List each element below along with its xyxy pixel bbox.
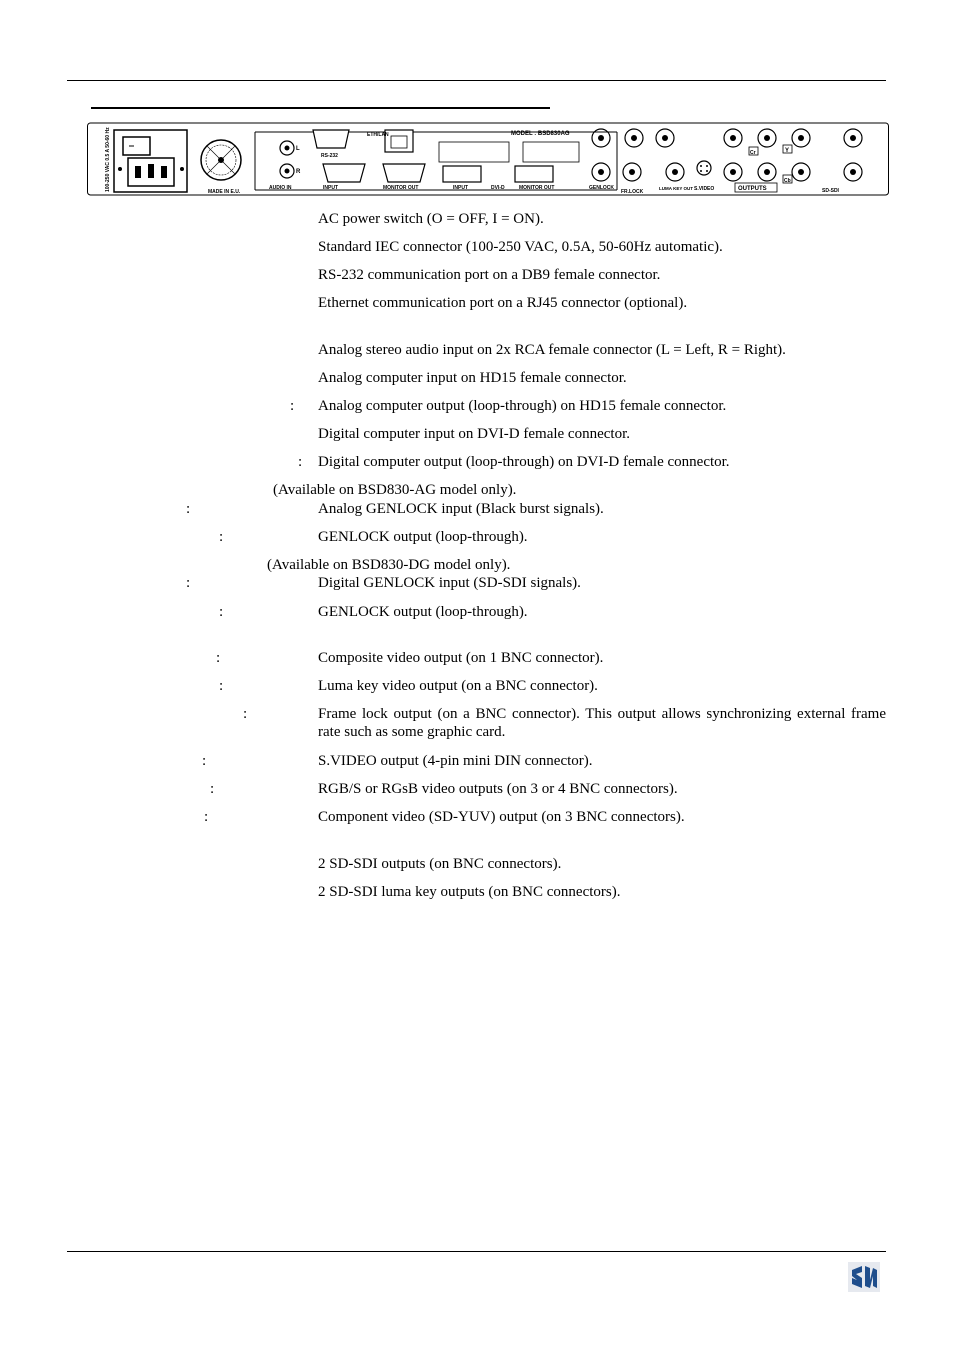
model-label: MODEL : BSD830AG [511,131,570,137]
genlock-label: GENLOCK [589,185,614,191]
item-colon: : [186,575,191,591]
header-rule [67,80,886,81]
item-desc: Ethernet communication port on a RJ45 connector (optional). [318,295,688,311]
frame-lock-label: FR.LOCK [621,189,644,195]
item-colon: : [219,678,224,694]
item-desc: Standard IEC connector (100-250 VAC, 0.5A, 50-60Hz automatic). [318,239,723,255]
model-note: (Available on BSD830-DG model only). [267,557,511,573]
item-desc: Composite video output (on 1 BNC connector). [318,650,604,666]
company-logo-icon [848,1262,880,1292]
section-underline [91,107,550,109]
outputs-label: OUTPUTS [738,186,767,192]
item-desc: Luma key video output (on a BNC connector). [318,678,598,694]
item-colon: : [186,501,191,517]
model-note: (Available on BSD830-AG model only). [273,482,517,498]
rs232-label: RS-232 [321,153,338,159]
out-cr-label: Cr [750,150,756,156]
item-desc: GENLOCK output (loop-through). [318,529,528,545]
item-colon: : [202,753,207,769]
item-desc: Analog computer output (loop-through) on HD15 female connector. [318,398,727,414]
item-desc: GENLOCK output (loop-through). [318,604,528,620]
audio-r-label: R [296,169,301,175]
item-desc: Analog computer input on HD15 female connector. [318,370,627,386]
item-desc: AC power switch (O = OFF, I = ON). [318,211,544,227]
item-colon: : [204,809,209,825]
item-desc: 2 SD-SDI luma key outputs (on BNC connectors). [318,884,621,900]
audio-l-label: L [296,146,300,152]
item-colon: : [219,529,224,545]
sd-sdi-label: SD-SDI [822,188,839,194]
out-y-label: Y [785,148,790,154]
item-desc: Frame lock output (on a BNC connector). This output allows synchronizing external frame rate such as some graphic card. [318,706,886,740]
voltage-label: 100-250 VAC 0.5 A 50-60 Hz [105,127,111,192]
item-desc: RGB/S or RGsB video outputs (on 3 or 4 BNC connectors). [318,781,678,797]
dvi-monitor-out-label: MONITOR OUT [519,185,555,191]
luma-key-out-label: LUMA KEY OUT [659,186,694,191]
item-desc: Digital computer output (loop-through) on DVI-D female connector. [318,454,730,470]
item-colon: : [298,454,303,470]
item-desc: Digital computer input on DVI-D female connector. [318,426,630,442]
item-desc: Analog GENLOCK input (Black burst signals). [318,501,604,517]
item-desc: RS-232 communication port on a DB9 female connector. [318,267,661,283]
item-colon: : [290,398,295,414]
ethernet-label: ETH/LAN [367,132,389,138]
item-colon: : [216,650,221,666]
dvi-input-label: INPUT [453,185,468,191]
power-switch-icon [123,137,150,155]
monitor-out-label: MONITOR OUT [383,185,419,191]
item-colon: : [243,706,248,722]
footer-rule [67,1251,886,1252]
audio-in-label: AUDIO IN [269,185,292,191]
item-desc: Component video (SD-YUV) output (on 3 BNC connectors). [318,809,685,825]
item-colon: : [210,781,215,797]
made-in-label: MADE IN E.U. [208,189,241,195]
item-desc: Analog stereo audio input on 2x RCA female connector (L = Left, R = Right). [318,342,786,358]
item-desc: S.VIDEO output (4-pin mini DIN connector). [318,753,593,769]
input-label: INPUT [323,185,338,191]
dvi-d-label: DVI-D [491,185,505,191]
out-cb-label: Cb [784,178,791,184]
svideo-label: S.VIDEO [694,186,715,192]
item-colon: : [219,604,224,620]
rear-panel-drawing [87,120,889,197]
item-desc: Digital GENLOCK input (SD-SDI signals). [318,575,581,591]
item-desc: 2 SD-SDI outputs (on BNC connectors). [318,856,562,872]
